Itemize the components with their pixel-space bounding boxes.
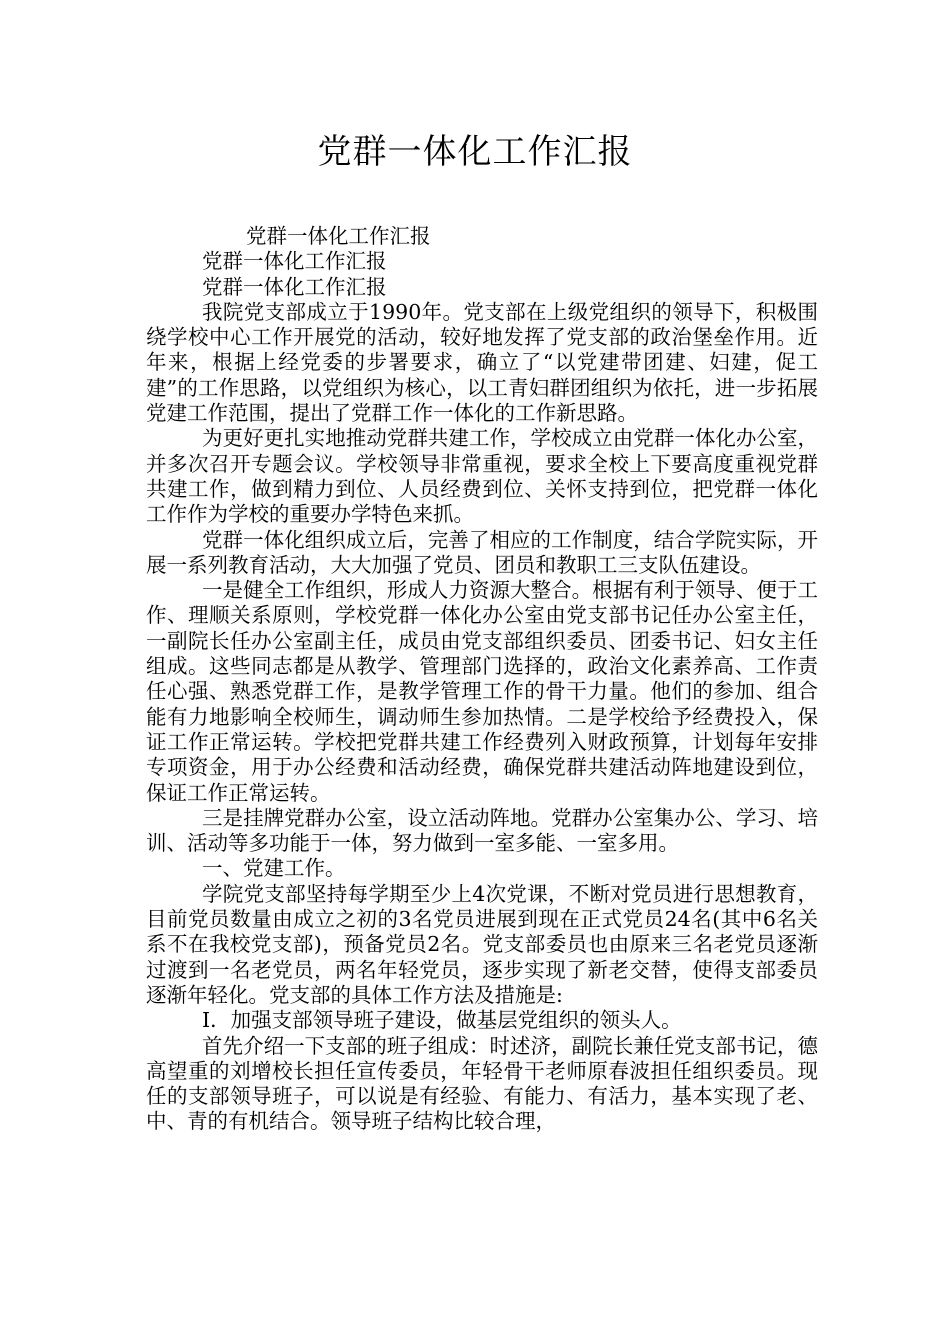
subtitle-line: 党群一体化工作汇报 bbox=[202, 249, 387, 274]
subtitle-line: 党群一体化工作汇报 bbox=[246, 224, 431, 248]
paragraph: 一是健全工作组织，形成人力资源大整合。根据有利于领导、便于工作、理顺关系原则，学校党群一体化办公室由党支部书记任办公室主任，一副院长任办公室副主任，成员由党支部组织委员、团委书记、妇女主任组成。这些同志都是从教学、管理部门选择的，政治文化素养高、工作责任心强、熟悉党群工作，是教学管理工作的骨干力量。他们的参加、组合能有力地影响全校师生，调动师生参加热情。二是学校给予经费投入，保证工作正常运转。学校把党群共建工作经费列入财政预算，计划每年安排专项资金，用于办公经费和活动经费，确保党群共建活动阵地建设到位，保证工作正常运转。 bbox=[146, 578, 818, 805]
document-title: 党群一体化工作汇报 bbox=[317, 132, 633, 172]
paragraph: 首先介绍一下支部的班子组成：时述济，副院长兼任党支部书记，德高望重的刘增校长担任宣传委员，年轻骨干老师原春波担任组织委员。现任的支部领导班子，可以说是有经验、有能力、有活力，基本实现了老、中、青的有机结合。领导班子结构比较合理， bbox=[146, 1033, 818, 1134]
subtitle-line: 党群一体化工作汇报 bbox=[202, 274, 387, 299]
section-heading: 一、党建工作。 bbox=[202, 856, 346, 881]
paragraph: 我院党支部成立于1990年。党支部在上级党组织的领导下，积极围绕学校中心工作开展党的活动，较好地发挥了党支部的政治堡垒作用。近年来，根据上经党委的步署要求，确立了“以党建带团建、妇建，促工建”的工作思路，以党组织为核心，以工青妇群团组织为依托，进一步拓展党建工作范围，提出了党群工作一体化的工作新思路。 bbox=[146, 299, 818, 426]
paragraph: 为更好更扎实地推动党群共建工作，学校成立由党群一体化办公室，并多次召开专题会议。学校领导非常重视，要求全校上下要高度重视党群共建工作，做到精力到位、人员经费到位、关怀支持到位，把党群一体化工作作为学校的重要办学特色来抓。 bbox=[146, 426, 818, 527]
paragraph: 三是挂牌党群办公室，设立活动阵地。党群办公室集办公、学习、培训、活动等多功能于一体，努力做到一室多能、一室多用。 bbox=[146, 805, 818, 856]
document-body bbox=[146, 224, 818, 1135]
paragraph: 党群一体化组织成立后，完善了相应的工作制度，结合学院实际，开展一系列教育活动，大大加强了党员、团员和教职工三支队伍建设。 bbox=[146, 527, 818, 577]
paragraph: 学院党支部坚持每学期至少上4次党课，不断对党员进行思想教育，目前党员数量由成立之初的3名党员进展到现在正式党员24名(其中6名关系不在我校党支部)，预备党员2名。党支部委员也由原来三名老党员逐渐过渡到一名老党员，两名年轻党员，逐步实现了新老交替，使得支部委员逐渐年轻化。党支部的具体工作方法及措施是: bbox=[146, 881, 818, 1007]
list-item-heading: I．加强支部领导班子建设，做基层党组织的领头人。 bbox=[202, 1008, 682, 1033]
